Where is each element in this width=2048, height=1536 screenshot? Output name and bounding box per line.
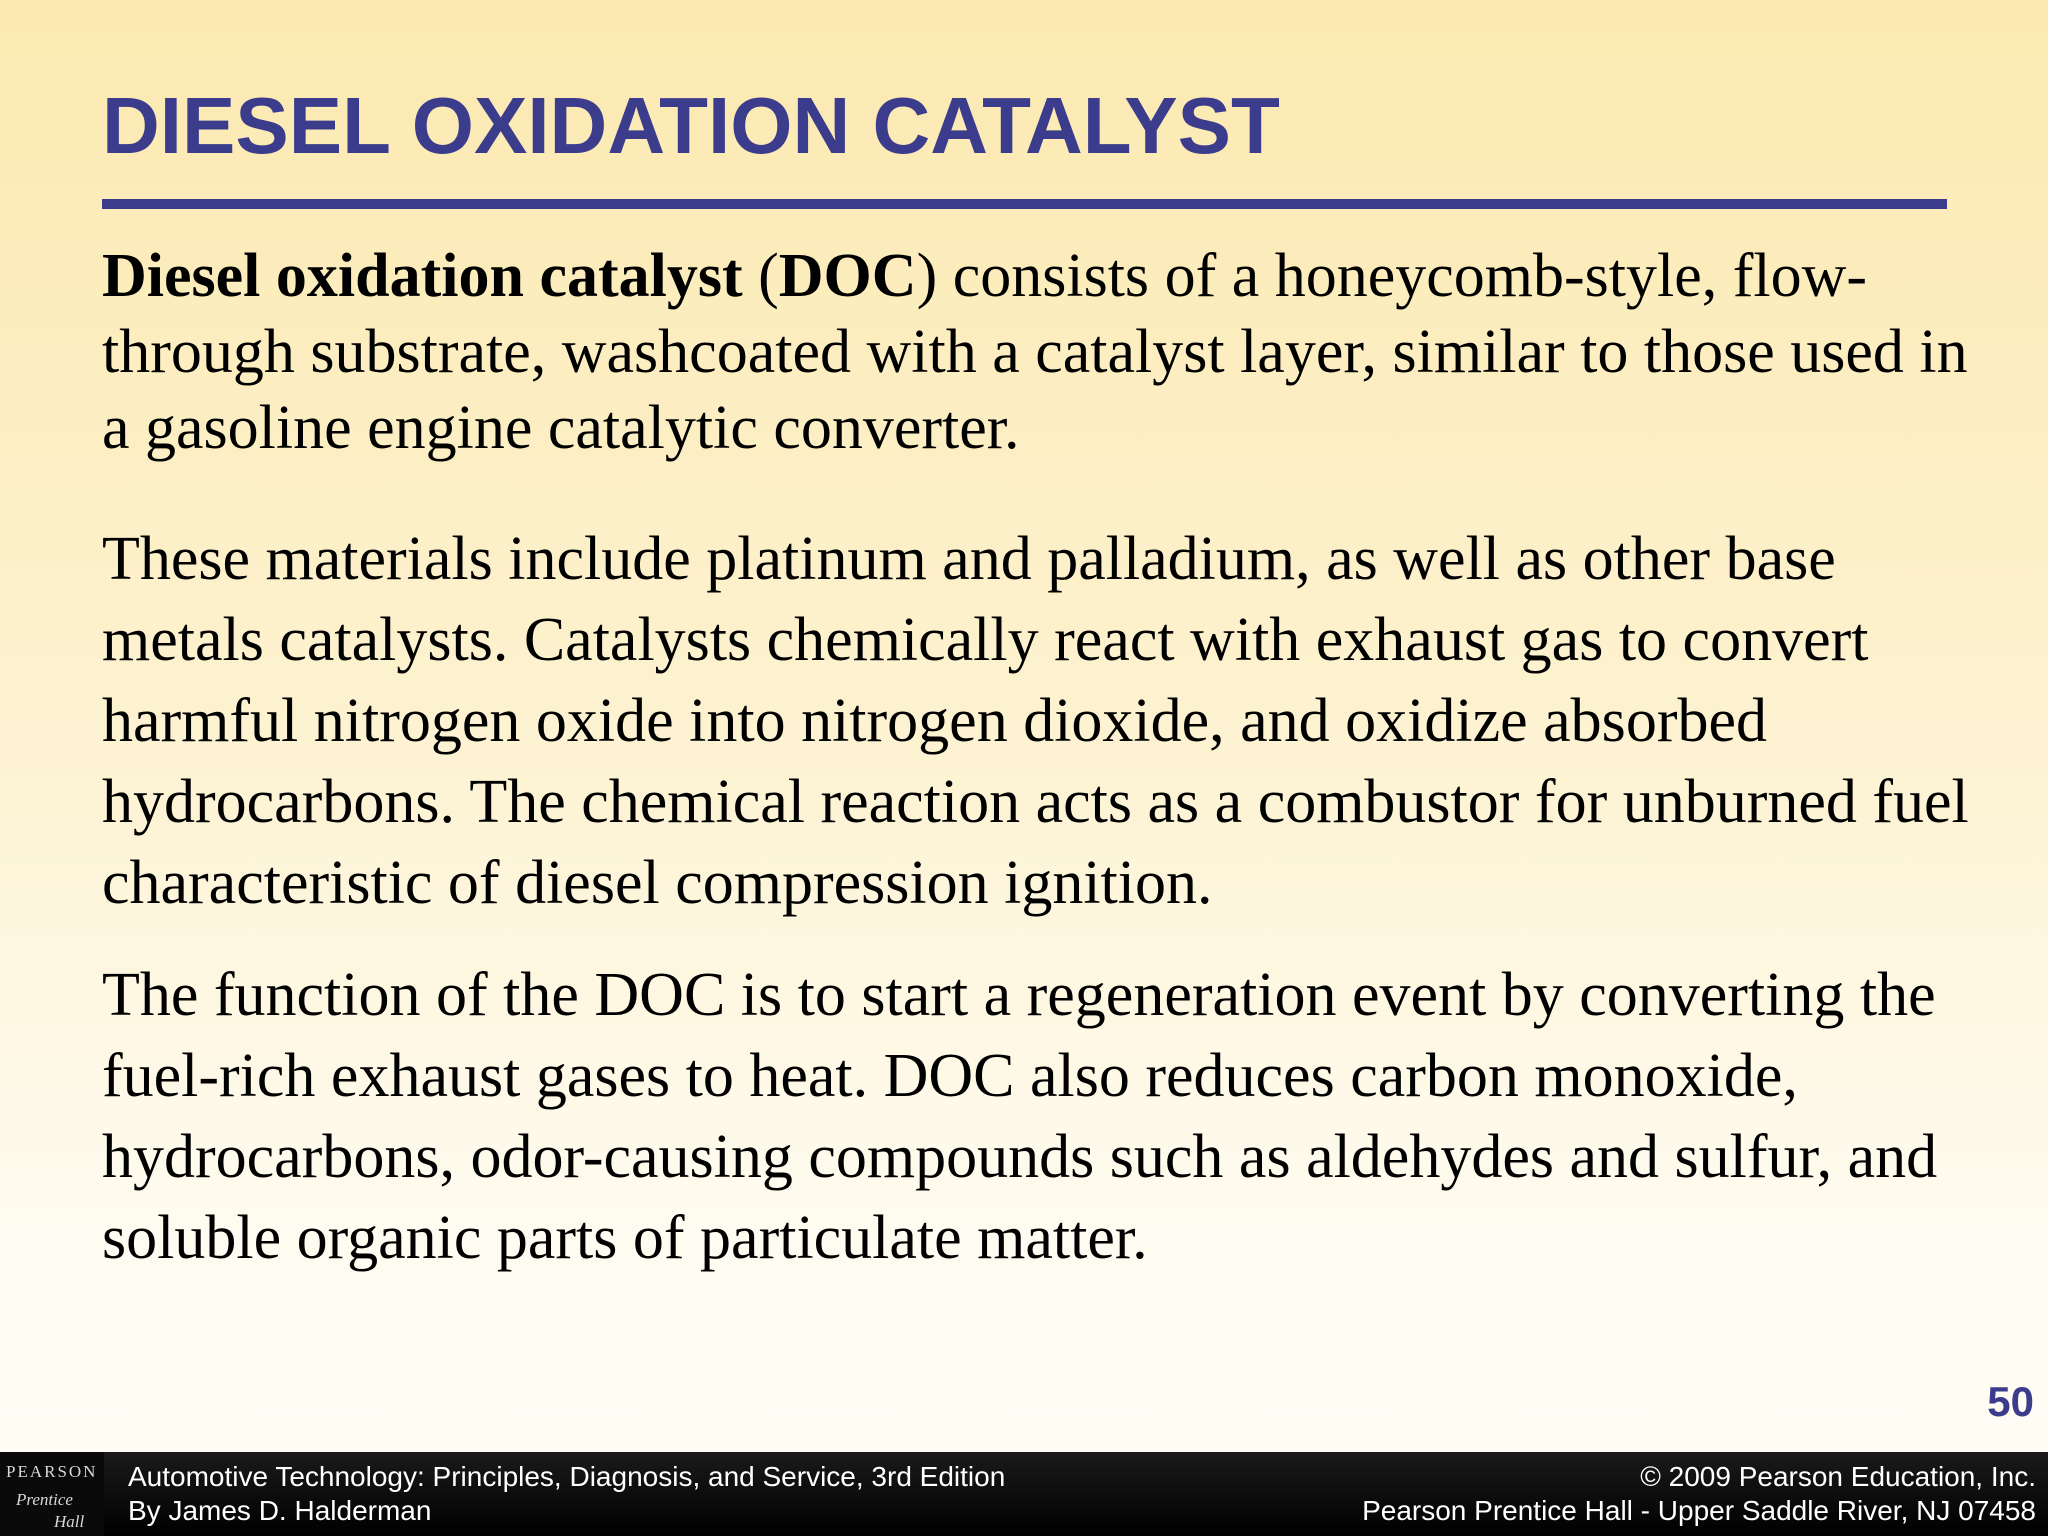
pearson-logo: [0, 1452, 104, 1536]
bold-abbreviation: DOC: [778, 242, 917, 310]
paragraph-materials: These materials include platinum and palladium, as well as other base metals catalysts. Catalysts chemically react with exhaust gas to convert harmful nitrogen oxide into nitrogen dioxide, and oxidize absorbed hydrocarbons. The chemical reaction acts as a combustor for unburned fuel characteristic of diesel compression ignition.: [102, 525, 1969, 917]
footer-bar: [0, 1452, 2048, 1536]
open-paren: (: [742, 242, 779, 310]
book-title: Automotive Technology: Principles, Diagnosis, and Service, 3rd Edition: [128, 1461, 1006, 1492]
bold-term: Diesel oxidation catalyst: [102, 242, 743, 310]
publisher: Pearson Prentice Hall - Upper Saddle River, NJ 07458: [1362, 1495, 2036, 1526]
page-number: 50: [1987, 1378, 2034, 1425]
definition-text: ) consists of a honeycomb-style, flow-through substrate, washcoated with a catalyst layer, similar to those used in a gasoline engine catalytic converter.: [102, 242, 1968, 462]
footer-right: [1362, 1460, 2036, 1528]
logo-line-2: Prentice: [16, 1490, 73, 1509]
slide-title: DIESEL OXIDATION CATALYST: [102, 81, 1280, 170]
footer-left: [128, 1460, 1005, 1528]
copyright: © 2009 Pearson Education, Inc.: [1640, 1461, 2036, 1492]
title-divider: [102, 199, 1947, 209]
logo-line-1: PEARSON: [6, 1462, 98, 1481]
logo-line-3: Hall: [54, 1512, 85, 1531]
paragraph-function: The function of the DOC is to start a regeneration event by converting the fuel-rich exhaust gases to heat. DOC also reduces carbon monoxide, hydrocarbons, odor-causing compounds such as aldehydes and sulfur, and soluble organic parts of particulate matter.: [102, 961, 1938, 1272]
paragraph-definition: [102, 238, 2002, 466]
author: By James D. Halderman: [128, 1495, 432, 1526]
